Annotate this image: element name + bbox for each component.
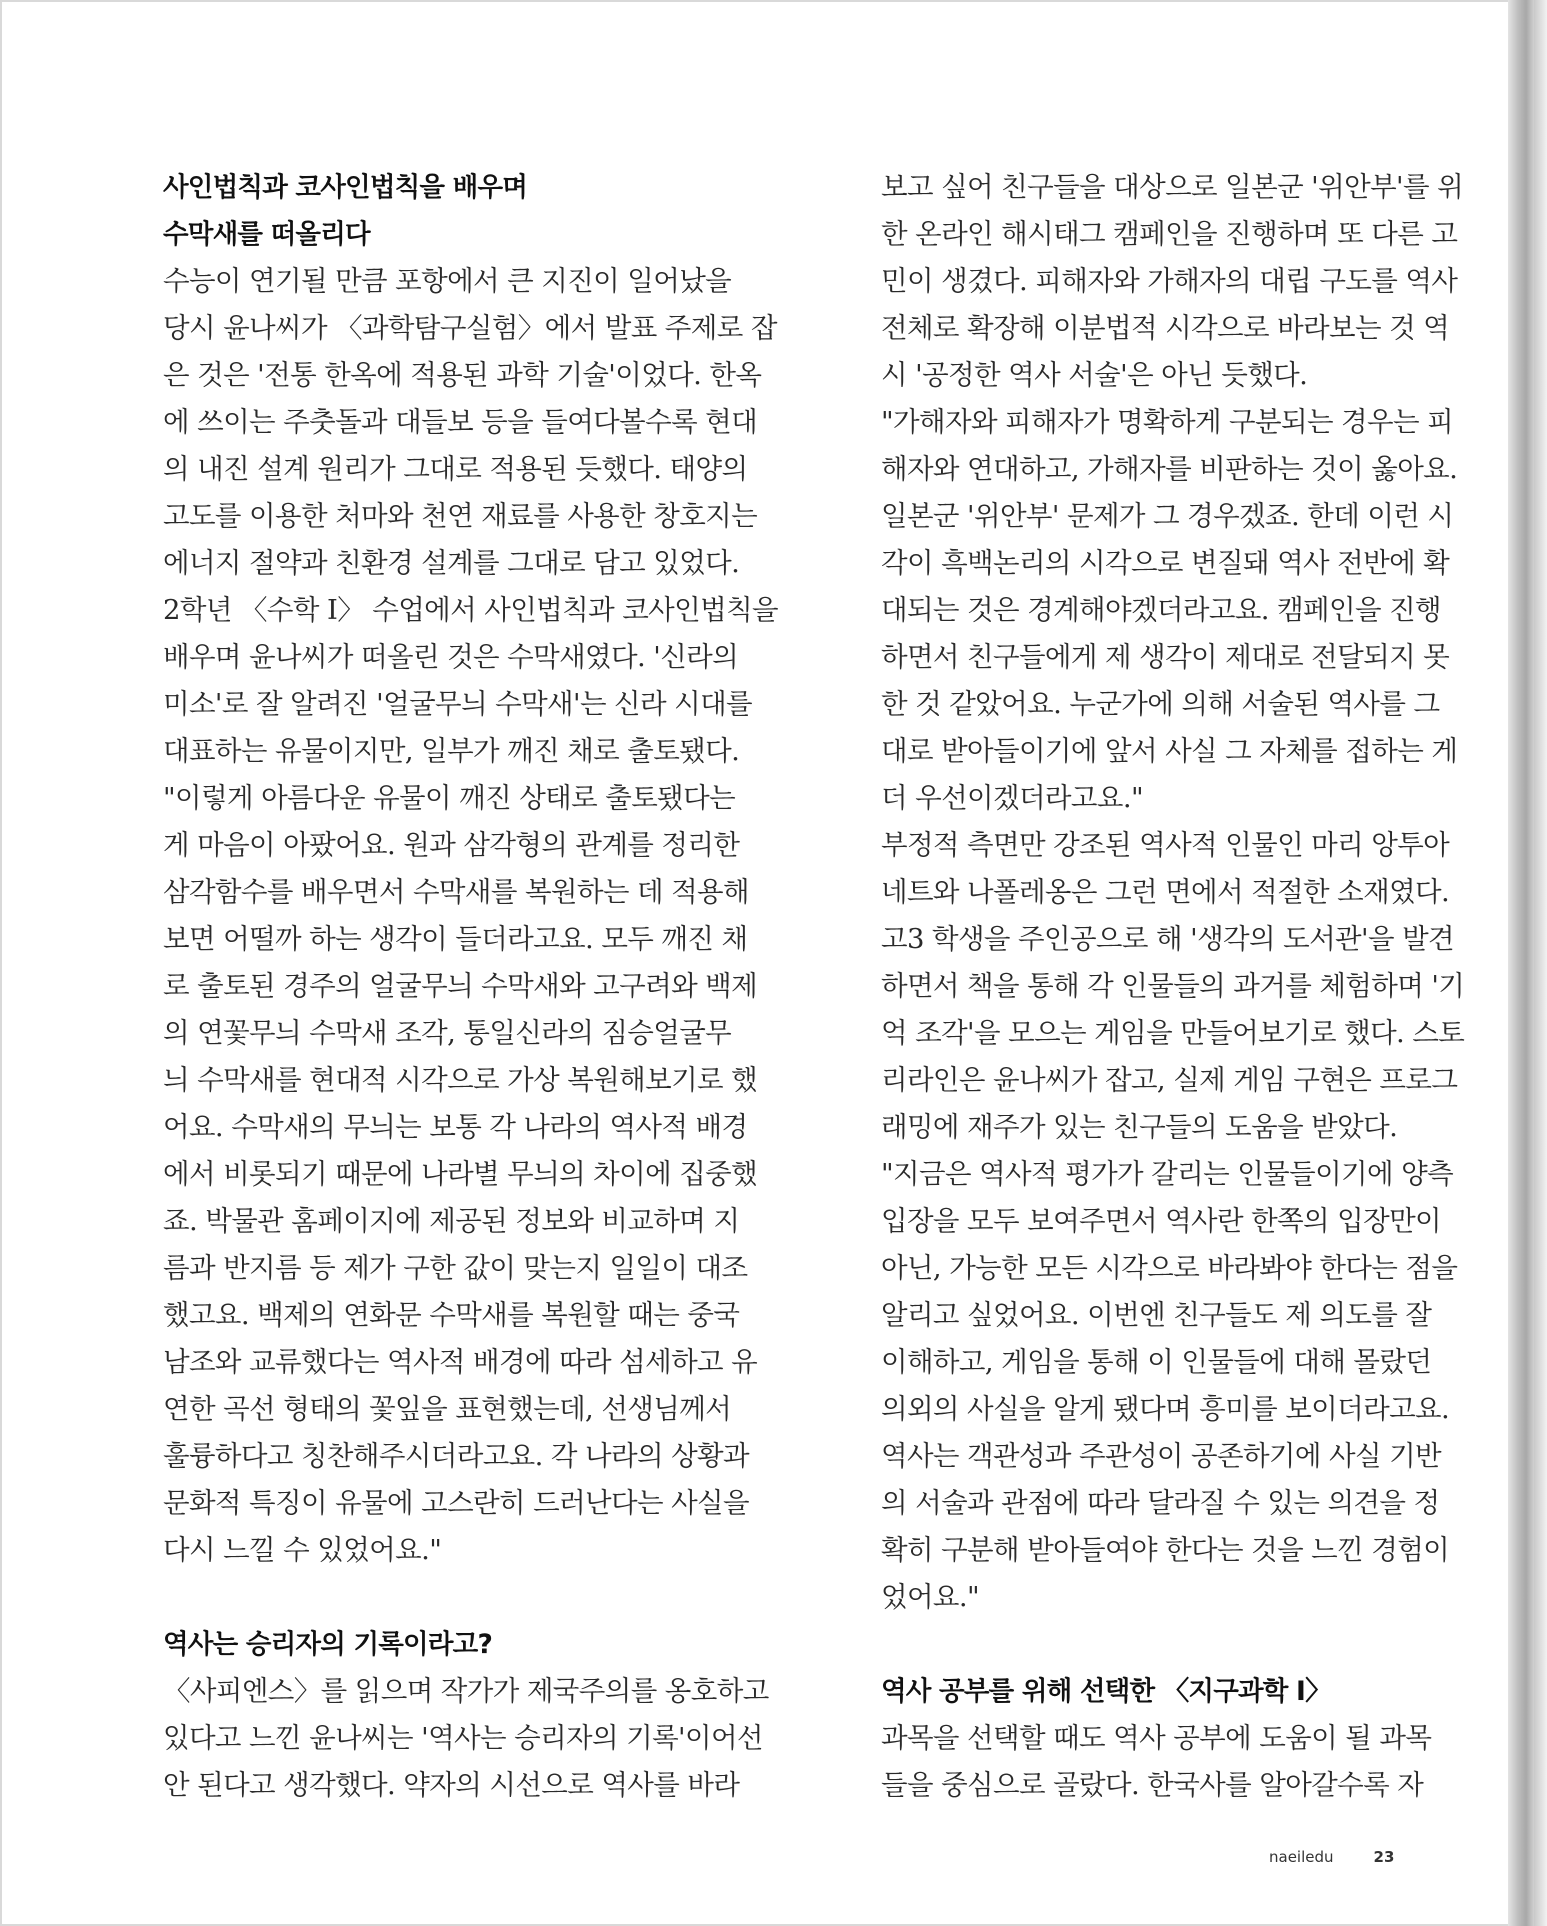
text-line: 리라인은 윤나씨가 잡고, 실제 게임 구현은 프로그	[881, 1064, 1458, 1096]
section2-body	[163, 1668, 769, 1809]
text-line: 들을 중심으로 골랐다. 한국사를 알아갈수록 자	[881, 1769, 1424, 1801]
page-edge-shadow	[1534, 0, 1547, 1926]
text-line: "지금은 역사적 평가가 갈리는 인물들이기에 양측	[881, 1158, 1454, 1190]
text-line: 로 출토된 경주의 얼굴무늬 수막새와 고구려와 백제	[163, 970, 758, 1002]
text-line: 과목을 선택할 때도 역사 공부에 도움이 될 과목	[881, 1722, 1432, 1754]
text-line: 의외의 사실을 알게 됐다며 흥미를 보이더라고요.	[881, 1393, 1450, 1425]
text-line: 에 쓰이는 주춧돌과 대들보 등을 들여다볼수록 현대	[163, 406, 758, 438]
text-line: 네트와 나폴레옹은 그런 면에서 적절한 소재였다.	[881, 876, 1450, 908]
text-line: 문화적 특징이 유물에 고스란히 드러난다는 사실을	[163, 1487, 749, 1519]
text-line: 삼각함수를 배우면서 수막새를 복원하는 데 적용해	[163, 876, 749, 908]
text-line: 부정적 측면만 강조된 역사적 인물인 마리 앙투아	[881, 829, 1450, 861]
text-line: 훌륭하다고 칭찬해주시더라고요. 각 나라의 상황과	[163, 1440, 749, 1472]
text-line: 미소'로 잘 알려진 '얼굴무늬 수막새'는 신라 시대를	[163, 688, 753, 720]
text-line: 고도를 이용한 처마와 천연 재료를 사용한 창호지는	[163, 500, 758, 532]
text-line: 각이 흑백논리의 시각으로 변질돼 역사 전반에 확	[881, 547, 1450, 579]
text-line: 의 서술과 관점에 따라 달라질 수 있는 의견을 정	[881, 1487, 1440, 1519]
text-line: 배우며 윤나씨가 떠올린 것은 수막새였다. '신라의	[163, 641, 739, 673]
section1-body	[163, 258, 778, 1574]
footer-brand: naeiledu	[1269, 1848, 1334, 1866]
text-line: 입장을 모두 보여주면서 역사란 한쪽의 입장만이	[881, 1205, 1442, 1237]
text-line: 대되는 것은 경계해야겠더라고요. 캠페인을 진행	[881, 594, 1442, 626]
text-line: 름과 반지름 등 제가 구한 값이 맞는지 일일이 대조	[163, 1252, 748, 1284]
left-column	[163, 164, 778, 1809]
text-line: 죠. 박물관 홈페이지에 제공된 정보와 비교하며 지	[163, 1205, 740, 1237]
section-heading-line: 사인법칙과 코사인법칙을 배우며	[163, 172, 528, 203]
page-number: 23	[1373, 1848, 1395, 1866]
text-line: 에너지 절약과 친환경 설계를 그대로 담고 있었다.	[163, 547, 740, 579]
text-line: "이렇게 아름다운 유물이 깨진 상태로 출토됐다는	[163, 782, 736, 814]
text-line: 대표하는 유물이지만, 일부가 깨진 채로 출토됐다.	[163, 735, 740, 767]
text-line: 다시 느낄 수 있었어요."	[163, 1534, 442, 1566]
text-line: 래밍에 재주가 있는 친구들의 도움을 받았다.	[881, 1111, 1398, 1143]
section-gap	[163, 1574, 715, 1621]
text-line: 의 내진 설계 원리가 그대로 적용된 듯했다. 태양의	[163, 453, 748, 485]
text-line: 〈사피엔스〉를 읽으며 작가가 제국주의를 옹호하고	[163, 1675, 769, 1707]
text-line: 있다고 느낀 윤나씨는 '역사는 승리자의 기록'이어선	[163, 1722, 763, 1754]
text-line: 억 조각'을 모으는 게임을 만들어보기로 했다. 스토	[881, 1017, 1465, 1049]
text-line: 하면서 친구들에게 제 생각이 제대로 전달되지 못	[881, 641, 1450, 673]
text-line: 역사는 객관성과 주관성이 공존하기에 사실 기반	[881, 1440, 1442, 1472]
page-stack-edge	[1508, 0, 1534, 1926]
text-line: 해자와 연대하고, 가해자를 비판하는 것이 옳아요.	[881, 453, 1458, 485]
page-footer	[1269, 1848, 1394, 1866]
text-line: 한 온라인 해시태그 캠페인을 진행하며 또 다른 고	[881, 218, 1458, 250]
section-heading: 역사는 승리자의 기록이라고?	[163, 1629, 493, 1660]
right-body	[881, 164, 1465, 1621]
section-gap	[881, 1621, 1417, 1668]
text-line: 당시 윤나씨가 〈과학탐구실험〉에서 발표 주제로 잡	[163, 312, 777, 344]
right-column	[881, 164, 1465, 1809]
text-line: 었어요."	[881, 1581, 980, 1613]
text-line: 연한 곡선 형태의 꽃잎을 표현했는데, 선생님께서	[163, 1393, 732, 1425]
text-line: 한 것 같았어요. 누군가에 의해 서술된 역사를 그	[881, 688, 1440, 720]
text-line: "가해자와 피해자가 명확하게 구분되는 경우는 피	[881, 406, 1454, 438]
section-heading: 역사 공부를 위해 선택한 〈지구과학 I〉	[881, 1676, 1331, 1707]
text-line: 시 '공정한 역사 서술'은 아닌 듯했다.	[881, 359, 1308, 391]
text-line: 일본군 '위안부' 문제가 그 경우겠죠. 한데 이런 시	[881, 500, 1454, 532]
text-line: 더 우선이겠더라고요."	[881, 782, 1144, 814]
text-line: 하면서 책을 통해 각 인물들의 과거를 체험하며 '기	[881, 970, 1465, 1002]
text-line: 수능이 연기될 만큼 포항에서 큰 지진이 일어났을	[163, 265, 732, 297]
text-line: 남조와 교류했다는 역사적 배경에 따라 섬세하고 유	[163, 1346, 758, 1378]
text-line: 아닌, 가능한 모든 시각으로 바라봐야 한다는 점을	[881, 1252, 1458, 1284]
text-line: 늬 수막새를 현대적 시각으로 가상 복원해보기로 했	[163, 1064, 758, 1096]
text-line: 대로 받아들이기에 앞서 사실 그 자체를 접하는 게	[881, 735, 1458, 767]
text-line: 보고 싶어 친구들을 대상으로 일본군 '위안부'를 위	[881, 171, 1464, 203]
text-line: 민이 생겼다. 피해자와 가해자의 대립 구도를 역사	[881, 265, 1458, 297]
text-line: 어요. 수막새의 무늬는 보통 각 나라의 역사적 배경	[163, 1111, 748, 1143]
text-line: 2학년 〈수학 I〉 수업에서 사인법칙과 코사인법칙을	[163, 594, 778, 626]
text-line: 전체로 확장해 이분법적 시각으로 바라보는 것 역	[881, 312, 1450, 344]
text-line: 에서 비롯되기 때문에 나라별 무늬의 차이에 집중했	[163, 1158, 758, 1190]
section3-body	[881, 1715, 1432, 1809]
text-line: 이해하고, 게임을 통해 이 인물들에 대해 몰랐던	[881, 1346, 1432, 1378]
text-line: 했고요. 백제의 연화문 수막새를 복원할 때는 중국	[163, 1299, 740, 1331]
text-line: 안 된다고 생각했다. 약자의 시선으로 역사를 바라	[163, 1769, 740, 1801]
text-line: 알리고 싶었어요. 이번엔 친구들도 제 의도를 잘	[881, 1299, 1432, 1331]
text-line: 의 연꽃무늬 수막새 조각, 통일신라의 짐승얼굴무	[163, 1017, 732, 1049]
text-line: 고3 학생을 주인공으로 해 '생각의 도서관'을 발견	[881, 923, 1454, 955]
section-heading-line: 수막새를 떠올리다	[163, 219, 370, 250]
text-line: 보면 어떨까 하는 생각이 들더라고요. 모두 깨진 채	[163, 923, 748, 955]
text-line: 확히 구분해 받아들여야 한다는 것을 느낀 경험이	[881, 1534, 1450, 1566]
text-line: 게 마음이 아팠어요. 원과 삼각형의 관계를 정리한	[163, 829, 740, 861]
text-line: 은 것은 '전통 한옥에 적용된 과학 기술'이었다. 한옥	[163, 359, 762, 391]
